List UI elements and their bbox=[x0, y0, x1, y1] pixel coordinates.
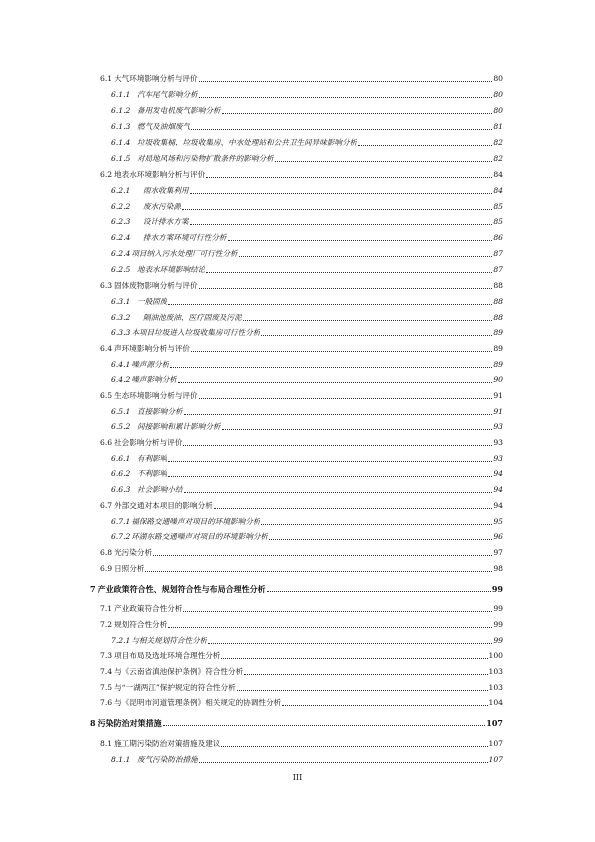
toc-entry-page-number: 81 bbox=[493, 122, 503, 131]
toc-entry-title: 与相关规划符合性分析 bbox=[131, 636, 208, 645]
toc-entry-number: 6.1 bbox=[100, 74, 113, 83]
dot-leader bbox=[358, 144, 492, 146]
toc-entry-number: 6.3.1 bbox=[111, 297, 131, 306]
toc-entry[interactable] bbox=[111, 233, 503, 243]
toc-entry-title: 不利影响 bbox=[137, 469, 168, 478]
toc-entry-title: 燃气及油烟废气 bbox=[137, 122, 191, 131]
toc-entry-title: 项目布局及选址环境合理性分析 bbox=[114, 651, 221, 660]
toc-entry-number: 6.4 bbox=[100, 344, 113, 353]
toc-entry-title: 间接影响和累计影响分析 bbox=[137, 422, 221, 431]
toc-entry-title: 废气污染防治措施 bbox=[137, 755, 198, 764]
dot-leader bbox=[145, 570, 492, 572]
toc-entry-title: 雨水收集利用 bbox=[143, 186, 189, 195]
toc-entry-page-number: 93 bbox=[493, 422, 503, 431]
toc-entry-number: 6.6 bbox=[100, 438, 113, 447]
toc-entry-page-number: 99 bbox=[491, 584, 503, 594]
dot-leader bbox=[199, 287, 493, 289]
toc-entry[interactable] bbox=[90, 584, 503, 594]
toc-entry-page-number: 88 bbox=[493, 281, 503, 290]
toc-entry-number: 6.6.1 bbox=[111, 454, 131, 463]
toc-entry-title: 噪声影响分析 bbox=[131, 375, 177, 384]
toc-entry-number: 6.3.2 bbox=[111, 313, 131, 322]
toc-entry[interactable] bbox=[90, 718, 503, 728]
toc-entry-title: 地表水环境影响结论 bbox=[137, 265, 206, 274]
toc-entry-title: 产业政策符合性分析 bbox=[114, 604, 183, 613]
toc-entry[interactable] bbox=[100, 651, 503, 661]
dot-leader bbox=[237, 689, 488, 691]
toc-entry[interactable] bbox=[111, 202, 503, 212]
toc-entry-number: 6.7 bbox=[100, 501, 113, 510]
dot-leader bbox=[168, 475, 492, 477]
toc-entry-title: 设计排水方案 bbox=[143, 217, 189, 226]
toc-entry-title: 有利影响 bbox=[137, 454, 168, 463]
toc-entry-title: 对局地风场和污染物扩散条件的影响分析 bbox=[137, 154, 274, 163]
toc-entry-number: 6.7.1 bbox=[111, 517, 131, 526]
toc-entry[interactable] bbox=[100, 620, 503, 630]
toc-entry-page-number: 94 bbox=[493, 469, 503, 478]
toc-entry[interactable] bbox=[100, 281, 503, 291]
toc-entry[interactable] bbox=[100, 501, 503, 511]
dot-leader bbox=[199, 96, 493, 98]
toc-entry-number: 6.7.2 bbox=[111, 532, 131, 541]
dot-leader bbox=[282, 704, 487, 706]
toc-entry-page-number: 104 bbox=[488, 698, 503, 707]
toc-entry-number: 7.3 bbox=[100, 651, 113, 660]
dot-leader bbox=[243, 319, 493, 321]
dot-leader bbox=[228, 239, 493, 241]
toc-entry-title: 环湖东路交通噪声对项目的环境影响分析 bbox=[131, 532, 269, 541]
toc-entry[interactable] bbox=[111, 265, 503, 275]
dot-leader bbox=[163, 724, 486, 726]
toc-entry-page-number: 89 bbox=[493, 328, 503, 337]
toc-entry[interactable] bbox=[100, 667, 503, 677]
toc-entry[interactable] bbox=[111, 517, 503, 527]
toc-entry-title: 排水方案环境可行性分析 bbox=[143, 233, 227, 242]
dot-leader bbox=[183, 444, 492, 446]
toc-entry-number: 6.2.2 bbox=[111, 202, 131, 211]
toc-entry[interactable] bbox=[111, 249, 503, 259]
toc-entry-page-number: 89 bbox=[493, 344, 503, 353]
toc-entry-title: 隔油池废油、医疗固废及污泥 bbox=[143, 313, 242, 322]
dot-leader bbox=[190, 192, 493, 194]
toc-entry-page-number: 107 bbox=[486, 718, 503, 728]
toc-entry-title: 备用发电机废气影响分析 bbox=[137, 106, 221, 115]
toc-entry-page-number: 85 bbox=[493, 202, 503, 211]
toc-entry-number: 6.2.5 bbox=[111, 265, 131, 274]
toc-entry[interactable] bbox=[100, 698, 503, 708]
toc-entry[interactable] bbox=[111, 469, 503, 479]
toc-entry[interactable] bbox=[100, 564, 503, 574]
toc-entry[interactable] bbox=[100, 391, 503, 401]
toc-entry-number: 6.6.3 bbox=[111, 485, 131, 494]
toc-entry-title: 与《云南省滇池保护条例》符合性分析 bbox=[114, 667, 244, 676]
toc-entry-page-number: 98 bbox=[493, 564, 503, 573]
toc-entry[interactable] bbox=[100, 548, 503, 558]
dot-leader bbox=[261, 334, 492, 336]
toc-entry-page-number: 93 bbox=[493, 454, 503, 463]
toc-entry-title: 声环境影响分析与评价 bbox=[114, 344, 191, 353]
toc-entry-page-number: 99 bbox=[493, 636, 503, 645]
toc-entry-page-number: 84 bbox=[493, 170, 503, 179]
toc-entry-title: 福保路交通噪声对项目的环境影响分析 bbox=[131, 517, 261, 526]
dot-leader bbox=[208, 642, 492, 644]
dot-leader bbox=[269, 538, 492, 540]
toc-entry-title: 大气环境影响分析与评价 bbox=[114, 74, 198, 83]
toc-entry-page-number: 107 bbox=[488, 739, 503, 748]
toc-entry-title: 本项目垃圾进入垃圾收集房可行性分析 bbox=[131, 328, 261, 337]
toc-entry[interactable] bbox=[100, 344, 503, 354]
dot-leader bbox=[206, 271, 492, 273]
toc-entry-page-number: 91 bbox=[493, 391, 503, 400]
toc-entry-number: 8.1 bbox=[100, 739, 113, 748]
toc-entry-page-number: 80 bbox=[493, 74, 503, 83]
toc-entry-title: 产业政策符合性、规划符合性与布局合理性分析 bbox=[97, 584, 266, 594]
toc-entry-title: 社会影响小结 bbox=[137, 485, 183, 494]
toc-entry-page-number: 107 bbox=[488, 755, 503, 764]
toc-entry[interactable] bbox=[111, 375, 503, 385]
toc-entry[interactable] bbox=[111, 407, 503, 417]
dot-leader bbox=[267, 590, 491, 592]
toc-entry[interactable] bbox=[111, 154, 503, 164]
toc-entry[interactable] bbox=[111, 122, 503, 132]
dot-leader bbox=[191, 128, 492, 130]
toc-entry[interactable] bbox=[111, 636, 503, 646]
dot-leader bbox=[221, 657, 487, 659]
toc-entry[interactable] bbox=[111, 328, 503, 338]
toc-entry-number: 6.4.2 bbox=[111, 375, 131, 384]
toc-entry-number: 6.5.2 bbox=[111, 422, 131, 431]
toc-entry-page-number: 87 bbox=[493, 265, 503, 274]
toc-entry-title: 废水污染源 bbox=[143, 202, 181, 211]
dot-leader bbox=[168, 626, 492, 628]
dot-leader bbox=[168, 303, 492, 305]
dot-leader bbox=[170, 366, 492, 368]
toc-entry-page-number: 99 bbox=[493, 604, 503, 613]
toc-entry-page-number: 103 bbox=[488, 683, 503, 692]
toc-entry-title: 日照分析 bbox=[114, 564, 145, 573]
toc-entry-number: 6.8 bbox=[100, 548, 113, 557]
dot-leader bbox=[199, 761, 488, 763]
toc-entry-title: 项目纳入污水处理厂可行性分析 bbox=[131, 249, 238, 258]
toc-entry-page-number: 84 bbox=[493, 186, 503, 195]
toc-entry[interactable] bbox=[111, 186, 503, 196]
toc-entry-page-number: 96 bbox=[493, 532, 503, 541]
toc-entry[interactable] bbox=[111, 138, 503, 148]
toc-entry-number: 7.5 bbox=[100, 683, 113, 692]
toc-entry-number: 7.2 bbox=[100, 620, 113, 629]
toc-entry[interactable] bbox=[100, 74, 503, 84]
dot-leader bbox=[190, 223, 493, 225]
toc-entry-number: 6.3 bbox=[100, 281, 113, 290]
dot-leader bbox=[244, 673, 487, 675]
toc-entry[interactable] bbox=[111, 454, 503, 464]
toc-entry-number: 6.1.1 bbox=[111, 90, 131, 99]
toc-entry-title: 一般固废 bbox=[137, 297, 168, 306]
toc-entry-title: 施工期污染防治对策措施及建议 bbox=[114, 739, 221, 748]
toc-entry[interactable] bbox=[111, 297, 503, 307]
dot-leader bbox=[178, 381, 492, 383]
toc-entry-title: 规划符合性分析 bbox=[114, 620, 168, 629]
dot-leader bbox=[184, 413, 493, 415]
toc-entry-page-number: 90 bbox=[493, 375, 503, 384]
toc-entry-page-number: 95 bbox=[493, 517, 503, 526]
toc-entry[interactable] bbox=[100, 739, 503, 749]
dot-leader bbox=[183, 610, 492, 612]
dot-leader bbox=[191, 350, 492, 352]
toc-entry-page-number: 94 bbox=[493, 485, 503, 494]
toc-entry-number: 6.2.4 bbox=[111, 249, 131, 258]
toc-entry[interactable] bbox=[111, 485, 503, 495]
toc-entry-title: 汽车尾气影响分析 bbox=[137, 90, 198, 99]
toc-entry-title: 污染防治对策措施 bbox=[97, 718, 162, 728]
toc-entry-number: 7.1 bbox=[100, 604, 113, 613]
toc-entry-page-number: 97 bbox=[493, 548, 503, 557]
dot-leader bbox=[184, 491, 493, 493]
toc-entry-page-number: 88 bbox=[493, 297, 503, 306]
toc-entry-number: 8.1.1 bbox=[111, 755, 131, 764]
toc-entry[interactable] bbox=[111, 755, 503, 765]
dot-leader bbox=[168, 460, 492, 462]
toc-entry-page-number: 86 bbox=[493, 233, 503, 242]
toc-entry-number: 6.2.4 bbox=[111, 233, 131, 242]
dot-leader bbox=[261, 523, 492, 525]
toc-entry-number: 6.1.3 bbox=[111, 122, 131, 131]
toc-entry-title: 直接影响分析 bbox=[137, 407, 183, 416]
toc-entry-number: 7 bbox=[90, 584, 96, 594]
toc-entry-title: 外部交通对本项目的影响分析 bbox=[114, 501, 213, 510]
toc-entry-number: 6.2.1 bbox=[111, 186, 131, 195]
page-number-footer: III bbox=[292, 773, 303, 782]
dot-leader bbox=[221, 745, 487, 747]
dot-leader bbox=[239, 255, 493, 257]
toc-entry-page-number: 80 bbox=[493, 106, 503, 115]
dot-leader bbox=[275, 160, 493, 162]
dot-leader bbox=[206, 176, 492, 178]
toc-entry[interactable] bbox=[100, 604, 503, 614]
toc-entry-number: 7.2.1 bbox=[111, 636, 131, 645]
toc-entry-number: 6.1.4 bbox=[111, 138, 131, 147]
toc-entry-title: 生态环境影响分析与评价 bbox=[114, 391, 198, 400]
dot-leader bbox=[222, 428, 493, 430]
toc-entry-number: 6.2.3 bbox=[111, 217, 131, 226]
toc-entry[interactable] bbox=[111, 90, 503, 100]
dot-leader bbox=[214, 507, 493, 509]
toc-entry-title: 固体废物影响分析与评价 bbox=[114, 281, 198, 290]
toc-entry-page-number: 91 bbox=[493, 407, 503, 416]
toc-entry-number: 7.4 bbox=[100, 667, 113, 676]
toc-entry[interactable] bbox=[100, 683, 503, 693]
toc-entry[interactable] bbox=[111, 360, 503, 370]
toc-entry-page-number: 94 bbox=[493, 501, 503, 510]
dot-leader bbox=[222, 112, 493, 114]
toc-entry-title: 光污染分析 bbox=[114, 548, 153, 557]
toc-entry-title: 社会影响分析与评价 bbox=[114, 438, 183, 447]
toc-entry-number: 6.5 bbox=[100, 391, 113, 400]
toc-entry-title: 与“一湖两江”保护规定的符合性分析 bbox=[114, 683, 236, 692]
toc-entry-page-number: 93 bbox=[493, 438, 503, 447]
toc-entry-title: 垃圾收集桶、垃圾收集房、中水处理站和公共卫生间异味影响分析 bbox=[137, 138, 358, 147]
dot-leader bbox=[199, 80, 493, 82]
toc-entry-title: 与《昆明市河道管理条例》相关规定的协调性分析 bbox=[114, 698, 282, 707]
toc-entry[interactable] bbox=[111, 532, 503, 542]
toc-entry-page-number: 87 bbox=[493, 249, 503, 258]
toc-entry-page-number: 99 bbox=[493, 620, 503, 629]
toc-entry-page-number: 82 bbox=[493, 154, 503, 163]
toc-entry-number: 6.9 bbox=[100, 564, 113, 573]
toc-entry[interactable] bbox=[100, 170, 503, 180]
toc-entry-number: 6.4.1 bbox=[111, 360, 131, 369]
toc-entry-page-number: 80 bbox=[493, 90, 503, 99]
toc-entry-title: 地表水环境影响分析与评价 bbox=[114, 170, 206, 179]
dot-leader bbox=[199, 397, 493, 399]
dot-leader bbox=[182, 208, 492, 210]
toc-entry[interactable] bbox=[111, 106, 503, 116]
toc-entry-page-number: 88 bbox=[493, 313, 503, 322]
toc-entry-number: 6.5.1 bbox=[111, 407, 131, 416]
toc-entry-number: 6.3.3 bbox=[111, 328, 131, 337]
toc-entry-number: 6.1.2 bbox=[111, 106, 131, 115]
toc-entry-page-number: 103 bbox=[488, 667, 503, 676]
toc-entry-number: 6.6.2 bbox=[111, 469, 131, 478]
dot-leader bbox=[153, 554, 492, 556]
toc-entry-number: 7.6 bbox=[100, 698, 113, 707]
toc-entry-page-number: 85 bbox=[493, 217, 503, 226]
toc-entry-number: 6.2 bbox=[100, 170, 113, 179]
toc-entry-page-number: 100 bbox=[488, 651, 503, 660]
toc-entry-title: 噪声源分析 bbox=[131, 360, 170, 369]
toc-entry[interactable] bbox=[111, 422, 503, 432]
toc-entry-number: 6.1.5 bbox=[111, 154, 131, 163]
toc-entry[interactable] bbox=[111, 217, 503, 227]
toc-entry[interactable] bbox=[100, 438, 503, 448]
toc-entry-page-number: 89 bbox=[493, 360, 503, 369]
toc-entry-page-number: 82 bbox=[493, 138, 503, 147]
toc-entry-number: 8 bbox=[90, 718, 96, 728]
toc-entry[interactable] bbox=[111, 313, 503, 323]
